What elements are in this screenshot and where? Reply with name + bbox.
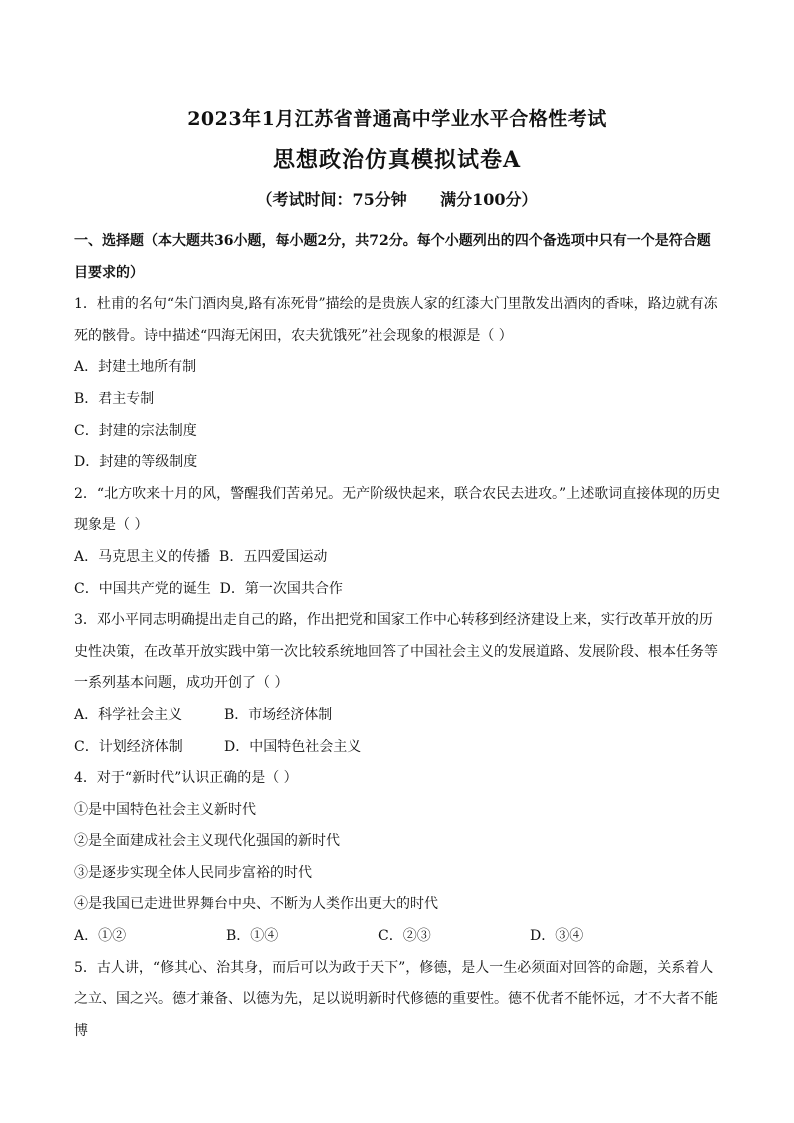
option-d: D．③④ (530, 928, 584, 945)
option-a: A．①② (74, 928, 127, 945)
option-b: B．①④ (226, 928, 279, 945)
question-stem: 3．邓小平同志明确提出走自己的路，作出把党和国家工作中心转移到经济建设上来，实行改革开放的历史性决策，在改革开放实践中第一次比较系统地回答了中国社会主义的发展道路、发展阶段、根本任务等一系列基本问题，成功开创了（ ） (74, 612, 718, 692)
option-c: C．②③ (378, 928, 431, 945)
exam-subtitle: 思想政治仿真模拟试卷A (272, 147, 522, 173)
exam-title: 2023年1月江苏省普通高中学业水平合格性考试 (187, 108, 607, 130)
question-5 (74, 953, 722, 1048)
question-4 (74, 763, 722, 953)
statement-4: ④是我国已走进世界舞台中央、不断为人类作出更大的时代 (74, 896, 438, 913)
option-d: D．封建的等级制度 (74, 454, 198, 471)
options-row (74, 732, 722, 764)
question-3 (74, 605, 722, 763)
question-2 (74, 479, 722, 605)
question-stem: 1．杜甫的名句“朱门酒肉臭,路有冻死骨”描绘的是贵族人家的红漆大门里散发出酒肉的香味，路边就有冻死的骸骨。诗中描述“四海无闲田，农夫犹饿死”社会现象的根源是（ ） (74, 296, 718, 344)
option-c: C．封建的宗法制度 (74, 422, 197, 439)
option-b: B．市场经济体制 (224, 706, 333, 723)
exam-time-score: （考试时间：75分钟 满分100分） (256, 190, 538, 209)
exam-body (74, 226, 722, 1047)
option-b: B．君主专制 (74, 390, 155, 407)
question-stem: 2．“北方吹来十月的风，警醒我们苦弟兄。无产阶级快起来，联合农民去进攻。”上述歌词直接体现的历史现象是（ ） (74, 485, 721, 534)
option-c: C．计划经济体制 (74, 738, 183, 755)
option-d: D．中国特色社会主义 (224, 738, 362, 755)
option-d: D．第一次国共合作 (219, 580, 343, 597)
question-1 (74, 289, 722, 479)
options-row (74, 921, 722, 953)
option-a: A．封建土地所有制 (74, 359, 197, 376)
statement-3: ③是逐步实现全体人民同步富裕的时代 (74, 864, 312, 881)
option-a: A．科学社会主义 (74, 706, 183, 723)
options-row (74, 700, 722, 732)
options-row (74, 574, 722, 606)
option-a: A．马克思主义的传播 (74, 548, 211, 565)
statement-2: ②是全面建成社会主义现代化强国的新时代 (74, 833, 340, 850)
section-heading: 一、选择题（本大题共36小题，每小题2分，共72分。每个小题列出的四个备选项中只有一个是符合题目要求的） (74, 233, 711, 281)
option-b: B．五四爱国运动 (219, 548, 328, 565)
question-stem: 4．对于“新时代”认识正确的是（ ） (74, 770, 298, 787)
options-row (74, 542, 722, 574)
question-stem: 5．古人讲，“修其心、治其身，而后可以为政于天下”，修德，是人一生必须面对回答的命题，关系着人之立、国之兴。德才兼备、以德为先，足以说明新时代修德的重要性。德不优者不能怀远，才不大者不能博 (74, 959, 718, 1039)
statement-1: ①是中国特色社会主义新时代 (74, 801, 256, 818)
option-c: C．中国共产党的诞生 (74, 580, 211, 597)
